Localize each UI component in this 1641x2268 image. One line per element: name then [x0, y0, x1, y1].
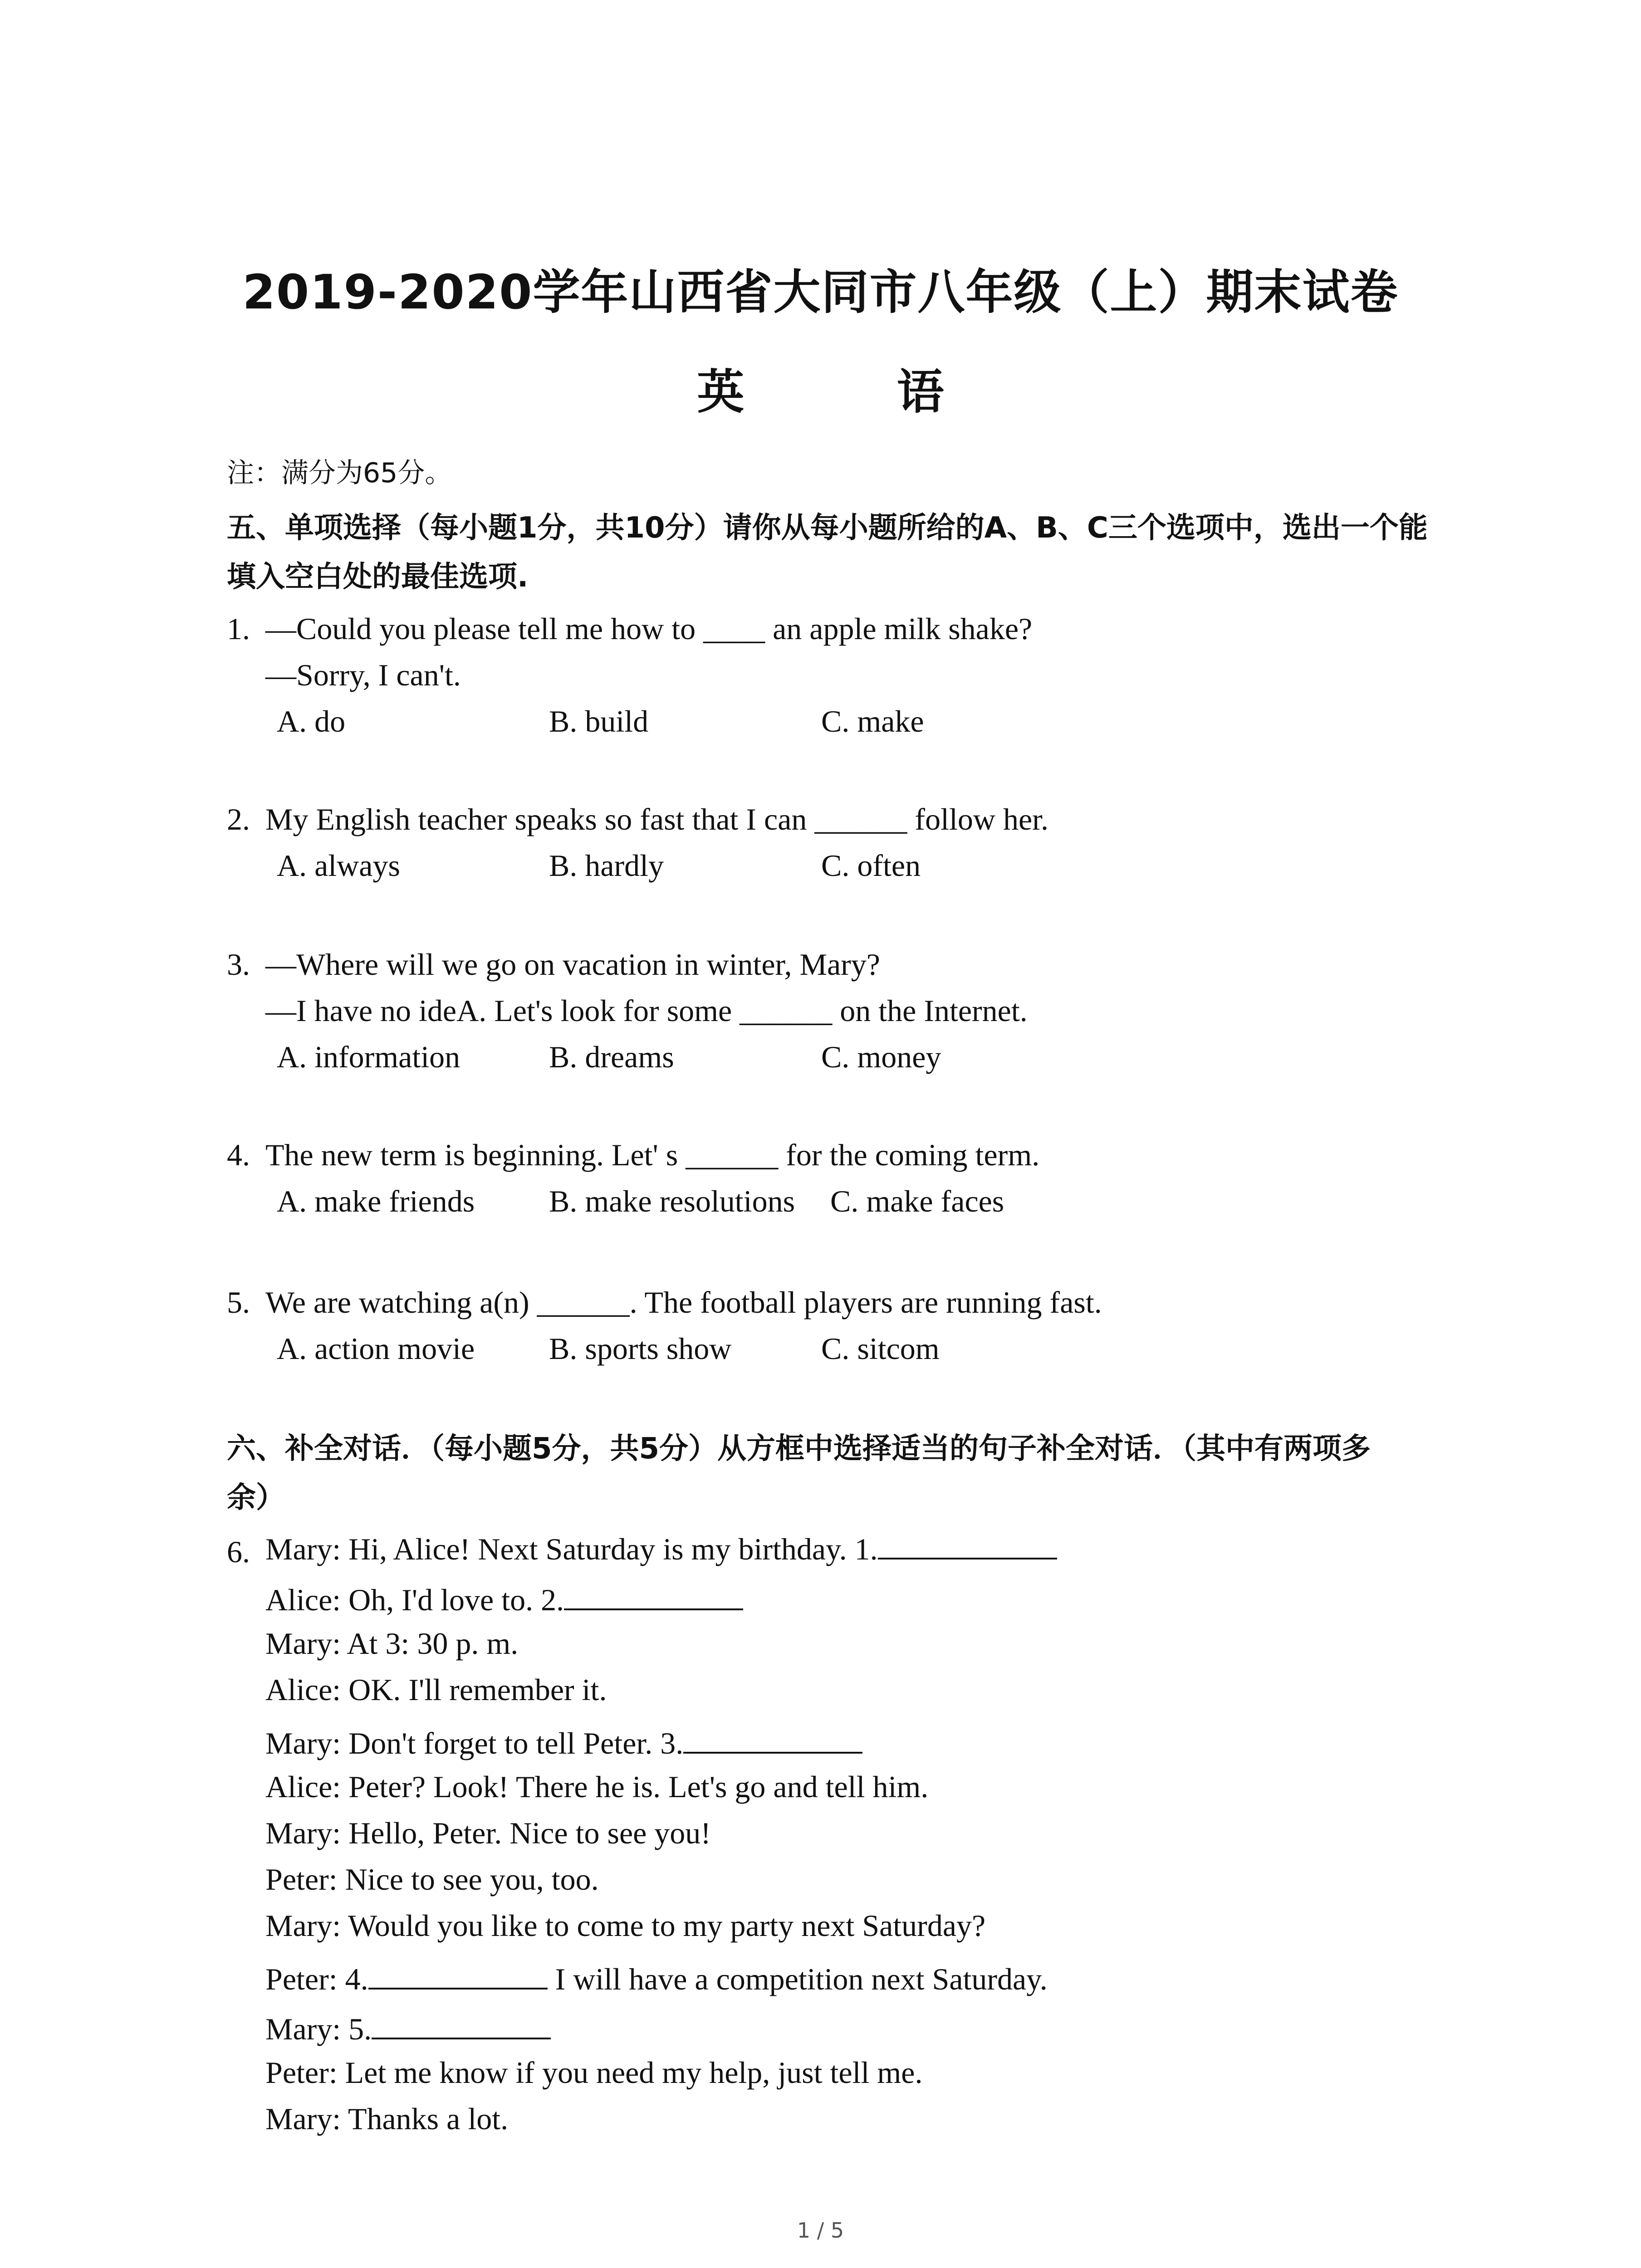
question-1	[227, 606, 1497, 744]
dialogue-line: Mary: Hello, Peter. Nice to see you!	[265, 1816, 711, 1850]
section-6-heading	[227, 1424, 1452, 1522]
dialogue-text: Mary: Don't forget to tell Peter. 3.	[265, 1726, 684, 1760]
option-a: A. make friends	[277, 1184, 475, 1218]
question-text: The new term is beginning. Let' s ______ for the coming term.	[265, 1138, 1040, 1172]
answer-blank-4[interactable]	[368, 1959, 548, 1989]
dialogue-line: Alice: OK. I'll remember it.	[265, 1672, 607, 1707]
dialogue-line: Peter: Let me know if you need my help, just tell me.	[265, 2055, 923, 2090]
option-c: C. money	[821, 1040, 941, 1074]
option-c: C. often	[821, 848, 921, 883]
option-a: A. always	[277, 848, 400, 883]
page-number: 1 / 5	[797, 2218, 844, 2243]
exam-title: 2019-2020学年山西省大同市八年级（上）期末试卷	[242, 264, 1399, 320]
dialogue-line: Peter: Nice to see you, too.	[265, 1862, 599, 1897]
option-c: C. make	[821, 704, 924, 738]
dialogue-text: Alice: Oh, I'd love to. 2.	[265, 1583, 564, 1617]
question-4	[227, 1132, 1497, 1224]
question-text: —Sorry, I can't.	[265, 658, 461, 692]
dialogue-line	[265, 1529, 1057, 1567]
answer-blank-2[interactable]	[564, 1579, 743, 1610]
dialogue-text: Mary: 5.	[265, 2012, 372, 2046]
option-b: B. dreams	[549, 1040, 674, 1074]
options-row	[277, 842, 1497, 889]
option-c: C. sitcom	[821, 1331, 940, 1366]
question-number: 1.	[227, 611, 250, 646]
exam-subject: 英 语	[697, 364, 1012, 420]
answer-blank-1[interactable]	[878, 1529, 1057, 1559]
score-note: 注：满分为65分。	[227, 457, 452, 489]
answer-blank-3[interactable]	[683, 1723, 862, 1754]
question-number: 4.	[227, 1138, 250, 1172]
section-5-heading-line1: 五、单项选择（每小题1分，共10分）请你从每小题所给的A、B、C三个选项中，选出一个能	[227, 511, 1428, 545]
question-text: —I have no ideA. Let's look for some ______ on the Internet.	[265, 993, 1028, 1028]
dialogue-line	[265, 1959, 1048, 1997]
dialogue-line: Alice: Peter? Look! There he is. Let's go and tell him.	[265, 1769, 929, 1804]
question-5	[227, 1279, 1497, 1372]
section-5-heading-line2: 填入空白处的最佳选项.	[227, 560, 529, 594]
question-text: My English teacher speaks so fast that I can ______ follow her.	[265, 802, 1049, 836]
dialogue-line	[265, 2009, 551, 2047]
question-text: We are watching a(n) ______. The football players are running fast.	[265, 1285, 1102, 1320]
option-b: B. sports show	[549, 1331, 732, 1366]
section-6-heading-line1: 六、补全对话．（每小题5分，共5分）从方框中选择适当的句子补全对话．（其中有两项多	[227, 1432, 1371, 1466]
dialogue-text: Peter: 4.	[265, 1962, 368, 1996]
question-text: —Could you please tell me how to ____ an apple milk shake?	[265, 611, 1033, 646]
question-text: —Where will we go on vacation in winter, Mary?	[265, 947, 880, 982]
question-2	[227, 796, 1497, 889]
section-6-heading-line2: 余）	[227, 1481, 285, 1515]
options-row	[277, 1034, 1497, 1080]
option-b: B. make resolutions	[549, 1184, 795, 1218]
question-3	[227, 941, 1497, 1080]
dialogue-line	[265, 1723, 862, 1761]
dialogue-text: I will have a competition next Saturday.	[547, 1962, 1048, 1996]
dialogue-line	[265, 1579, 743, 1618]
dialogue-line: Mary: At 3: 30 p. m.	[265, 1626, 519, 1661]
question-number: 2.	[227, 802, 250, 836]
question-number: 6.	[227, 1535, 250, 1569]
options-row	[277, 698, 1497, 744]
option-a: A. do	[277, 704, 346, 738]
dialogue-text: Mary: Hi, Alice! Next Saturday is my birthday. 1.	[265, 1532, 878, 1566]
options-row	[277, 1325, 1497, 1372]
dialogue-line: Mary: Thanks a lot.	[265, 2102, 509, 2136]
option-a: A. information	[277, 1040, 460, 1074]
option-c: C. make faces	[830, 1184, 1004, 1218]
answer-blank-5[interactable]	[372, 2009, 551, 2039]
question-number: 5.	[227, 1285, 250, 1320]
option-a: A. action movie	[277, 1331, 475, 1366]
question-number: 3.	[227, 947, 250, 982]
option-b: B. hardly	[549, 848, 664, 883]
section-5-heading	[227, 503, 1452, 601]
option-b: B. build	[549, 704, 649, 738]
options-row	[277, 1178, 1497, 1224]
dialogue-line: Mary: Would you like to come to my party next Saturday?	[265, 1908, 986, 1943]
